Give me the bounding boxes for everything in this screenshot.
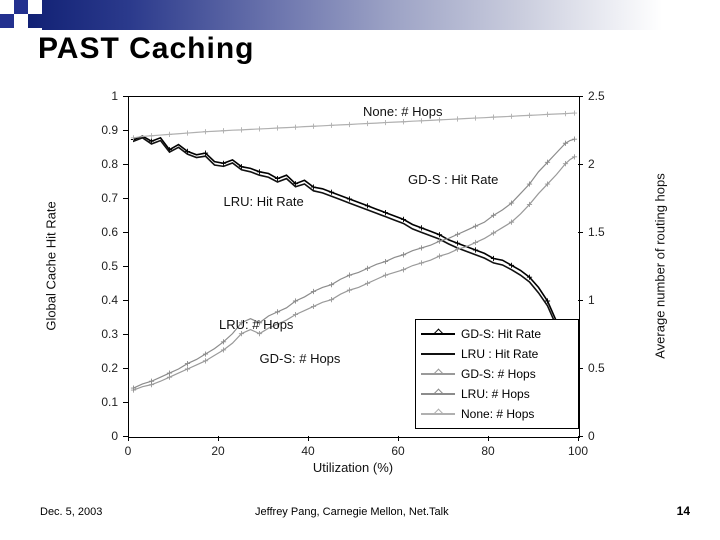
y-axis-tick-mark — [123, 130, 128, 131]
series-marker — [329, 123, 334, 128]
chart-container — [36, 88, 684, 480]
series-marker — [419, 245, 424, 250]
chart-annotation: GD-S : Hit Rate — [408, 172, 499, 188]
series-marker — [365, 266, 370, 271]
y-axis-tick-mark — [123, 232, 128, 233]
series-marker — [473, 224, 478, 229]
series-marker — [365, 281, 370, 286]
series-marker — [221, 128, 226, 133]
y2-axis-tick-mark — [578, 300, 583, 301]
series-marker — [572, 154, 577, 159]
series-marker — [401, 119, 406, 124]
series-marker — [347, 273, 352, 278]
legend-label: None: # Hops — [461, 407, 535, 421]
series-marker — [473, 115, 478, 120]
y-axis-label-left — [42, 96, 60, 436]
series-marker — [347, 196, 352, 201]
chart-legend — [415, 319, 579, 429]
x-axis-tick-label: 20 — [211, 444, 225, 458]
y-axis-label-right — [650, 96, 670, 436]
series-marker — [491, 115, 496, 120]
y2-axis-tick-mark — [578, 96, 583, 97]
y2-axis-tick-mark — [578, 436, 583, 437]
y2-axis-tick-label: 1 — [588, 293, 595, 307]
series-marker — [563, 111, 568, 116]
series-marker — [401, 252, 406, 257]
legend-item — [421, 324, 573, 344]
series-marker — [275, 125, 280, 130]
y-axis-tick-label: 0.7 — [101, 191, 118, 205]
series-marker — [455, 241, 460, 246]
y-axis-tick-mark — [123, 266, 128, 267]
series-marker — [257, 331, 262, 336]
y-axis-label-right-text: Average number of routing hops — [652, 173, 668, 359]
series-marker — [203, 351, 208, 356]
y2-axis-tick-label: 2.5 — [588, 89, 605, 103]
series-marker — [383, 120, 388, 125]
series-marker — [311, 304, 316, 309]
footer-page-number: 14 — [676, 504, 690, 518]
series-marker — [383, 259, 388, 264]
y-axis-tick-label: 0.6 — [101, 225, 118, 239]
series-marker — [167, 132, 172, 137]
series-marker — [329, 297, 334, 302]
series-line — [134, 113, 575, 138]
series-marker — [149, 379, 154, 384]
legend-swatch — [421, 348, 455, 360]
legend-item — [421, 344, 573, 364]
y-axis-tick-label: 0.4 — [101, 293, 118, 307]
x-axis-tick-label: 40 — [301, 444, 315, 458]
series-marker — [473, 247, 478, 252]
series-marker — [185, 366, 190, 371]
legend-label: LRU : Hit Rate — [461, 347, 539, 361]
y-axis-tick-label: 0.5 — [101, 259, 118, 273]
series-marker — [293, 125, 298, 130]
y-axis-tick-label: 0.1 — [101, 395, 118, 409]
legend-label: GD-S: Hit Rate — [461, 327, 542, 341]
series-marker — [572, 137, 577, 142]
y-axis-tick-mark — [123, 198, 128, 199]
header-band — [0, 0, 720, 30]
y2-axis-tick-mark — [578, 164, 583, 165]
y2-axis-tick-label: 0 — [588, 429, 595, 443]
y2-axis-tick-label: 2 — [588, 157, 595, 171]
series-marker — [311, 124, 316, 129]
x-axis-tick-mark — [218, 436, 219, 441]
y-axis-tick-label: 1 — [111, 89, 118, 103]
legend-label: LRU: # Hops — [461, 387, 530, 401]
legend-item — [421, 404, 573, 424]
series-marker — [329, 190, 334, 195]
chart-annotation: LRU: Hit Rate — [223, 194, 304, 210]
page-title: PAST Caching — [38, 32, 255, 65]
series-marker — [455, 116, 460, 121]
x-axis-tick-label: 60 — [391, 444, 405, 458]
legend-swatch — [421, 408, 455, 420]
footer-date: Dec. 5, 2003 — [40, 506, 103, 518]
series-marker — [203, 129, 208, 134]
series-marker — [311, 289, 316, 294]
chart-annotation: LRU: # Hops — [219, 316, 294, 332]
series-marker — [572, 110, 577, 115]
series-marker — [185, 361, 190, 366]
plot-area — [128, 96, 580, 438]
series-marker — [491, 230, 496, 235]
x-axis-tick-mark — [398, 436, 399, 441]
series-marker — [419, 225, 424, 230]
y-axis-tick-mark — [123, 402, 128, 403]
series-marker — [167, 370, 172, 375]
y-axis-tick-label: 0.2 — [101, 361, 118, 375]
legend-swatch — [421, 368, 455, 380]
series-marker — [527, 113, 532, 118]
series-marker — [275, 309, 280, 314]
y-axis-tick-label: 0.3 — [101, 327, 118, 341]
series-marker — [365, 203, 370, 208]
y-axis-tick-label: 0 — [111, 429, 118, 443]
y-axis-tick-mark — [123, 164, 128, 165]
series-marker — [383, 210, 388, 215]
x-axis-tick-mark — [308, 436, 309, 441]
y-axis-tick-label: 0.9 — [101, 123, 118, 137]
slide-footer — [0, 496, 720, 540]
y2-axis-tick-mark — [578, 368, 583, 369]
series-marker — [149, 133, 154, 138]
series-marker — [509, 114, 514, 119]
y-axis-label-left-text: Global Cache Hit Rate — [43, 201, 59, 331]
series-marker — [455, 232, 460, 237]
legend-item — [421, 384, 573, 404]
chart-annotation: GD-S: # Hops — [259, 351, 341, 367]
series-marker — [257, 169, 262, 174]
y2-axis-tick-label: 0.5 — [588, 361, 605, 375]
series-marker — [545, 112, 550, 117]
y-axis-tick-label: 0.8 — [101, 157, 118, 171]
series-marker — [419, 260, 424, 265]
y-axis-tick-mark — [123, 334, 128, 335]
y2-axis-tick-mark — [578, 232, 583, 233]
x-axis-tick-label: 80 — [481, 444, 495, 458]
x-axis-tick-mark — [488, 436, 489, 441]
series-marker — [347, 122, 352, 127]
series-marker — [239, 127, 244, 132]
series-marker — [347, 288, 352, 293]
y2-axis-tick-label: 1.5 — [588, 225, 605, 239]
legend-item — [421, 364, 573, 384]
footer-attribution: Jeffrey Pang, Carnegie Mellon, Net.Talk — [255, 506, 449, 518]
series-marker — [365, 121, 370, 126]
y-axis-tick-mark — [123, 96, 128, 97]
x-axis-tick-mark — [578, 436, 579, 441]
y-axis-tick-mark — [123, 300, 128, 301]
series-marker — [185, 130, 190, 135]
series-marker — [401, 267, 406, 272]
x-axis-tick-label: 100 — [567, 444, 589, 458]
x-axis-label: Utilization (%) — [312, 460, 394, 475]
series-marker — [293, 312, 298, 317]
chart-annotation: None: # Hops — [363, 104, 443, 120]
series-marker — [203, 358, 208, 363]
x-axis-tick-label: 0 — [124, 444, 132, 458]
series-marker — [329, 282, 334, 287]
legend-label: GD-S: # Hops — [461, 367, 536, 381]
y-axis-tick-mark — [123, 368, 128, 369]
series-marker — [473, 240, 478, 245]
legend-swatch — [421, 328, 455, 340]
legend-swatch — [421, 388, 455, 400]
series-marker — [257, 126, 262, 131]
series-marker — [437, 254, 442, 259]
series-marker — [383, 273, 388, 278]
x-axis-tick-mark — [128, 436, 129, 441]
